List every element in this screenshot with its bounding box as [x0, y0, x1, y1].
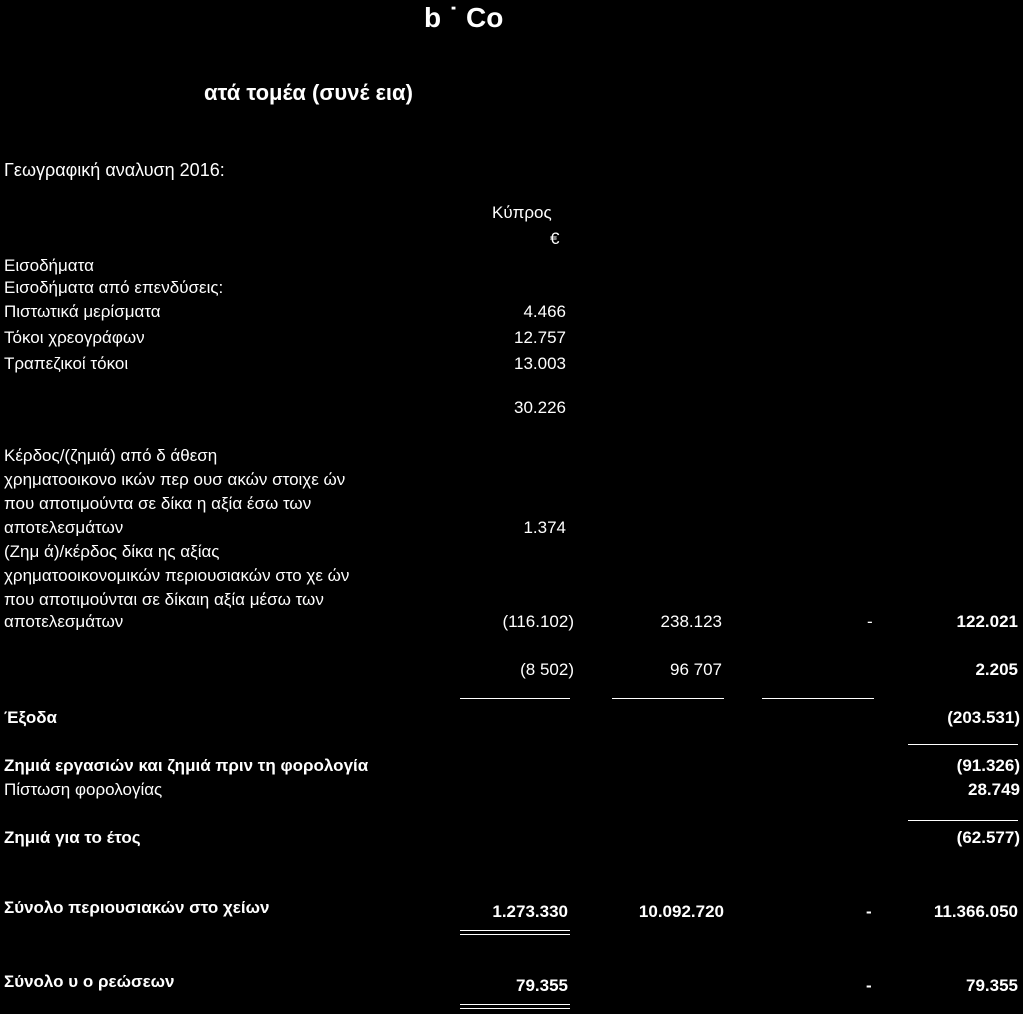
- fair-value-line: αποτελεσμάτων: [4, 612, 124, 631]
- section-title: Γεωγραφική αναλυση 2016:: [4, 160, 225, 180]
- total-liabilities-cyprus: 79.355: [516, 976, 568, 995]
- fair-value-line: (Ζημ ά)/κέρδος δίκα ης αξίας: [4, 542, 220, 561]
- income-subtotal: 30.226: [514, 398, 566, 417]
- income-item-value: 12.757: [514, 328, 566, 347]
- col-header-currency: €: [550, 229, 560, 248]
- income-item-label: Τραπεζικοί τόκοι: [4, 354, 129, 373]
- col-header-cyprus: Κύπρος: [492, 203, 552, 222]
- gain-disposal-value: 1.374: [523, 518, 566, 537]
- loss-year-total: (62.577): [956, 828, 1020, 847]
- fair-value-col2: 238.123: [660, 612, 722, 631]
- total-assets-col3: -: [866, 902, 872, 921]
- expenses-label: Έξοδα: [4, 708, 58, 727]
- total-liabilities-total: 79.355: [966, 976, 1018, 995]
- income-item-value: 13.003: [514, 354, 566, 373]
- total-assets-cyprus: 1.273.330: [492, 902, 568, 921]
- total-liabilities-label: Σύνολο υ ο ρεώσεων: [4, 972, 175, 991]
- fair-value-col3: -: [867, 612, 873, 631]
- income-heading: Εισοδήματα: [4, 256, 94, 275]
- page-subtitle: ατά τομέα (συνέ εια): [204, 80, 413, 105]
- tax-credit-total: 28.749: [968, 780, 1020, 799]
- tax-credit-label: Πίστωση φορολογίας: [4, 780, 163, 799]
- loss-before-tax-label: Ζημιά εργασιών και ζημιά πριν τη φορολογία: [4, 756, 369, 775]
- total-assets-total: 11.366.050: [933, 902, 1018, 921]
- company-header: b ˙ Co: [424, 2, 504, 33]
- underline-col2: [612, 698, 724, 699]
- totals-total: 2.205: [975, 660, 1018, 679]
- underline-cyprus: [460, 698, 570, 699]
- loss-year-label: Ζημιά για το έτος: [4, 828, 141, 847]
- income-item-label: Τόκοι χρεογράφων: [4, 328, 145, 347]
- gain-disposal-line: χρηματοοικονο ικών περ ουσ ακών στοιχε ών: [4, 470, 346, 489]
- underline-total: [908, 744, 1018, 745]
- totals-cyprus: (8 502): [520, 660, 574, 679]
- loss-before-tax-total: (91.326): [956, 756, 1020, 775]
- total-assets-label: Σύνολο περιουσιακών στο χείων: [4, 898, 270, 917]
- income-sub-heading: Εισοδήματα από επενδύσεις:: [4, 278, 224, 297]
- fair-value-cyprus: (116.102): [502, 612, 574, 631]
- fair-value-line: που αποτιμούνται σε δίκαιη αξία μέσω των: [4, 590, 324, 609]
- double-underline: [460, 934, 570, 935]
- income-item-label: Πιστωτικά μερίσματα: [4, 302, 161, 321]
- total-liabilities-col3: -: [866, 976, 872, 995]
- totals-col2: 96 707: [670, 660, 722, 679]
- expenses-total: (203.531): [947, 708, 1020, 727]
- double-underline: [460, 1008, 570, 1009]
- fair-value-total: 122.021: [956, 612, 1018, 631]
- double-underline: [460, 1004, 570, 1005]
- total-assets-col2: 10.092.720: [638, 902, 724, 921]
- underline-total: [908, 820, 1018, 821]
- gain-disposal-line: αποτελεσμάτων: [4, 518, 124, 537]
- gain-disposal-line: που αποτιμούντα σε δίκα η αξία έσω των: [4, 494, 312, 513]
- income-item-value: 4.466: [523, 302, 566, 321]
- underline-col3: [762, 698, 874, 699]
- double-underline: [460, 930, 570, 931]
- fair-value-line: χρηματοοικονομικών περιουσιακών στο χε ών: [4, 566, 350, 585]
- gain-disposal-line: Κέρδος/(ζημιά) από δ άθεση: [4, 446, 218, 465]
